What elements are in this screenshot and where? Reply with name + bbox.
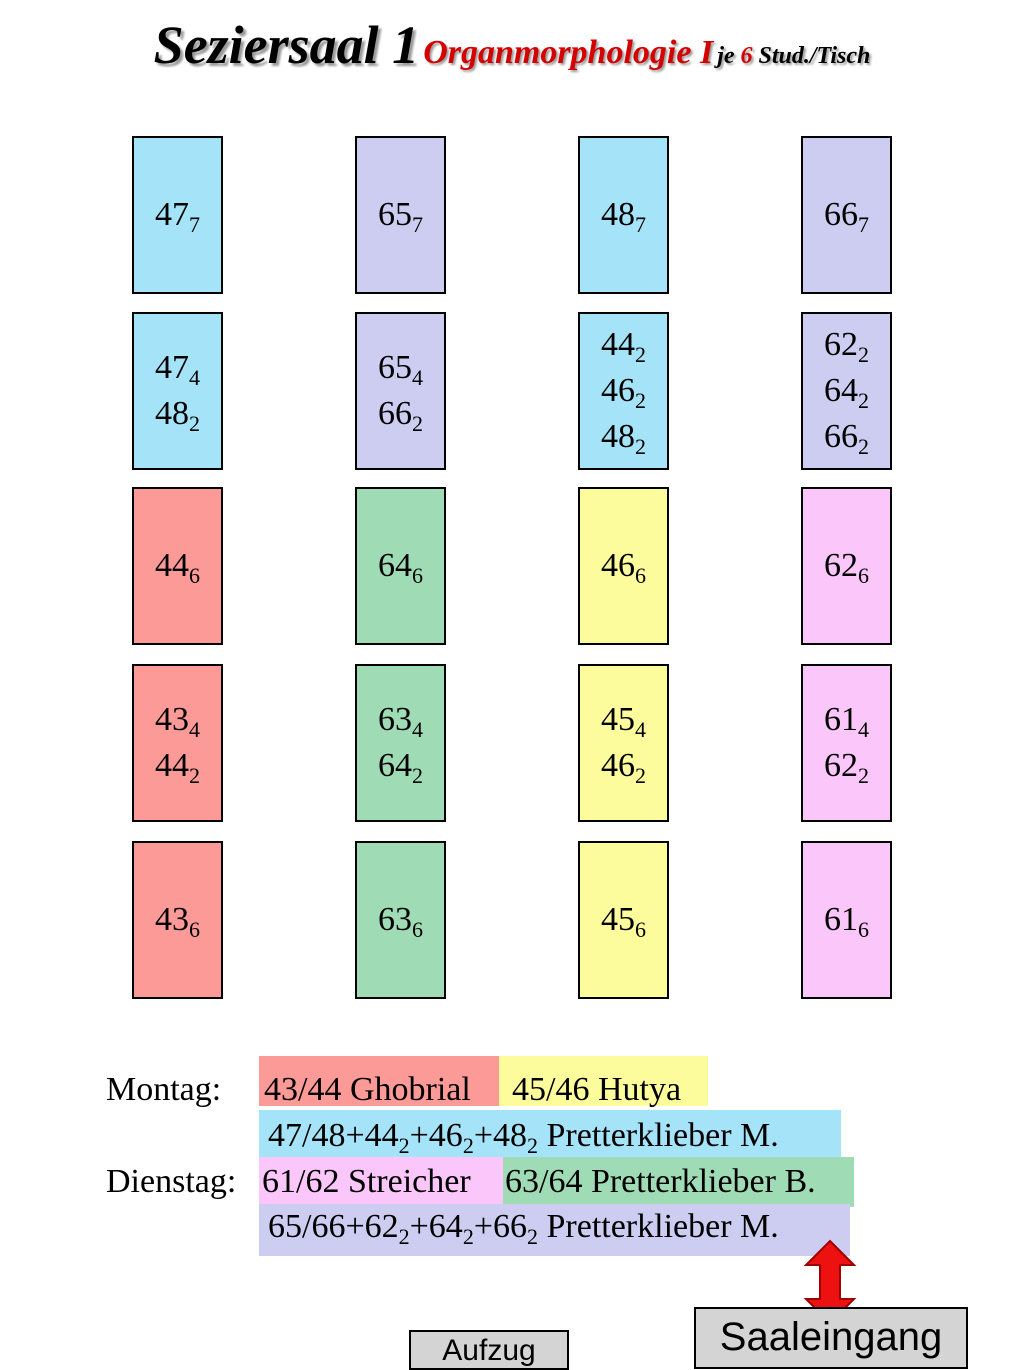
table-number: 44 (155, 547, 189, 585)
table-number: 62 (824, 547, 858, 585)
legend-pretterklieber-b: 63/64 Pretterklieber B. (505, 1163, 816, 1200)
table-label (378, 192, 423, 238)
legend-sub: 2 (398, 1224, 410, 1249)
table-label (824, 743, 869, 789)
table-number: 61 (824, 701, 858, 739)
table-number: 45 (601, 901, 635, 939)
table-number: 64 (824, 372, 858, 410)
table-r5-c4 (801, 841, 892, 999)
table-label (601, 192, 646, 238)
table-r5-c1 (132, 841, 223, 999)
legend-sub: 2 (462, 1224, 474, 1249)
table-label (378, 743, 423, 789)
table-label (155, 192, 200, 238)
table-number: 61 (824, 901, 858, 939)
table-label (155, 697, 200, 743)
table-r2-c2 (355, 312, 446, 470)
table-student-count: 6 (412, 917, 423, 943)
page-title (0, 14, 1024, 76)
table-label (378, 391, 423, 437)
title-capacity (717, 43, 870, 69)
table-number: 46 (601, 372, 635, 410)
table-r3-c4 (801, 487, 892, 645)
legend-part: Pretterklieber M. (538, 1208, 779, 1245)
table-student-count: 2 (635, 388, 646, 414)
table-number: 63 (378, 701, 412, 739)
legend-part: +64 (409, 1208, 463, 1245)
table-r1-c2 (355, 136, 446, 294)
table-number: 48 (155, 395, 189, 432)
table-r3-c3 (578, 487, 669, 645)
table-student-count: 6 (858, 563, 869, 589)
saaleingang-text: Saaleingang (719, 1315, 943, 1359)
aufzug-text: Aufzug (442, 1334, 536, 1367)
table-student-count: 2 (635, 433, 646, 459)
table-student-count: 6 (635, 563, 646, 589)
table-label (824, 414, 869, 460)
table-label (155, 543, 200, 589)
table-label (824, 322, 869, 368)
title-unit: Stud./Tisch (758, 43, 871, 69)
table-r2-c3 (578, 312, 669, 470)
legend-pretterklieber-m-2 (268, 1202, 779, 1252)
legend-part: +66 (473, 1208, 527, 1245)
table-student-count: 4 (189, 365, 200, 391)
title-sub: Organmorphologie I (423, 34, 714, 71)
table-r2-c1 (132, 312, 223, 470)
legend-part: +46 (409, 1117, 463, 1154)
table-r4-c2 (355, 664, 446, 822)
table-student-count: 7 (635, 212, 646, 238)
table-number: 48 (601, 417, 635, 455)
table-student-count: 2 (858, 388, 869, 414)
table-r4-c1 (132, 664, 223, 822)
table-r1-c4 (801, 136, 892, 294)
table-student-count: 2 (635, 763, 646, 788)
table-label (378, 697, 423, 743)
table-label (601, 368, 646, 414)
table-label (824, 543, 869, 589)
table-student-count: 7 (412, 212, 423, 238)
table-number: 43 (155, 901, 189, 939)
table-student-count: 2 (412, 763, 423, 788)
table-number: 63 (378, 901, 412, 939)
table-number: 44 (601, 326, 635, 364)
table-number: 44 (155, 747, 189, 784)
table-student-count: 2 (635, 342, 646, 368)
table-label (601, 897, 646, 943)
table-student-count: 7 (858, 212, 869, 238)
table-student-count: 4 (635, 717, 646, 743)
table-label (824, 192, 869, 238)
table-student-count: 2 (412, 411, 423, 436)
title-main: Seziersaal 1 (153, 15, 420, 75)
table-label (378, 345, 423, 391)
table-student-count: 4 (412, 717, 423, 743)
table-label (155, 345, 200, 391)
table-r2-c4 (801, 312, 892, 470)
legend-hutya: 45/46 Hutya (512, 1071, 682, 1108)
legend-sub: 2 (462, 1133, 474, 1158)
title-count: 6 (740, 43, 753, 69)
table-student-count: 4 (189, 717, 200, 743)
table-label (824, 368, 869, 414)
legend-sub: 2 (527, 1224, 538, 1249)
legend-sub: 2 (398, 1133, 410, 1158)
table-label (155, 391, 200, 437)
title-je: je (717, 43, 735, 69)
table-r1-c3 (578, 136, 669, 294)
table-number: 65 (378, 349, 412, 387)
table-number: 66 (824, 196, 858, 234)
table-r4-c4 (801, 664, 892, 822)
legend-sub: 2 (527, 1133, 538, 1158)
table-r3-c1 (132, 487, 223, 645)
table-number: 47 (155, 349, 189, 387)
aufzug-label (409, 1330, 569, 1370)
legend-part: Pretterklieber M. (538, 1117, 779, 1154)
table-label (601, 697, 646, 743)
table-label (378, 543, 423, 589)
legend-part: 65/66+62 (268, 1208, 399, 1245)
table-student-count: 4 (858, 717, 869, 743)
table-label (155, 897, 200, 943)
saaleingang-label (694, 1307, 968, 1369)
table-student-count: 2 (189, 763, 200, 788)
table-student-count: 2 (189, 411, 200, 436)
table-label (601, 322, 646, 368)
table-number: 66 (824, 417, 858, 455)
table-r5-c2 (355, 841, 446, 999)
table-label (824, 897, 869, 943)
table-number: 65 (378, 196, 412, 234)
table-student-count: 6 (189, 563, 200, 589)
table-number: 43 (155, 701, 189, 739)
monday-label: Montag: (106, 1071, 222, 1108)
table-student-count: 2 (858, 342, 869, 368)
tuesday-label: Dienstag: (106, 1163, 237, 1200)
table-label (601, 414, 646, 460)
table-student-count: 4 (412, 365, 423, 391)
table-number: 46 (601, 547, 635, 585)
table-number: 47 (155, 196, 189, 234)
table-r1-c1 (132, 136, 223, 294)
table-number: 64 (378, 747, 412, 784)
table-student-count: 2 (858, 763, 869, 788)
table-student-count: 6 (412, 563, 423, 589)
table-r3-c2 (355, 487, 446, 645)
table-student-count: 6 (189, 917, 200, 943)
legend-streicher: 61/62 Streicher (262, 1163, 471, 1200)
legend-part: +48 (473, 1117, 527, 1154)
table-label (824, 697, 869, 743)
table-student-count: 6 (858, 917, 869, 943)
table-number: 48 (601, 196, 635, 234)
table-number: 62 (824, 326, 858, 364)
table-student-count: 2 (858, 433, 869, 459)
table-number: 46 (601, 747, 635, 784)
legend-ghobrial: 43/44 Ghobrial (264, 1071, 471, 1108)
legend-part: 47/48+44 (268, 1117, 399, 1154)
table-number: 64 (378, 547, 412, 585)
table-label (601, 743, 646, 789)
table-label (378, 897, 423, 943)
table-r4-c3 (578, 664, 669, 822)
table-number: 66 (378, 395, 412, 432)
table-student-count: 7 (189, 212, 200, 238)
table-label (601, 543, 646, 589)
table-number: 45 (601, 701, 635, 739)
table-label (155, 743, 200, 789)
legend-pretterklieber-m-1 (268, 1111, 779, 1161)
table-number: 62 (824, 747, 858, 784)
table-student-count: 6 (635, 917, 646, 943)
table-r5-c3 (578, 841, 669, 999)
